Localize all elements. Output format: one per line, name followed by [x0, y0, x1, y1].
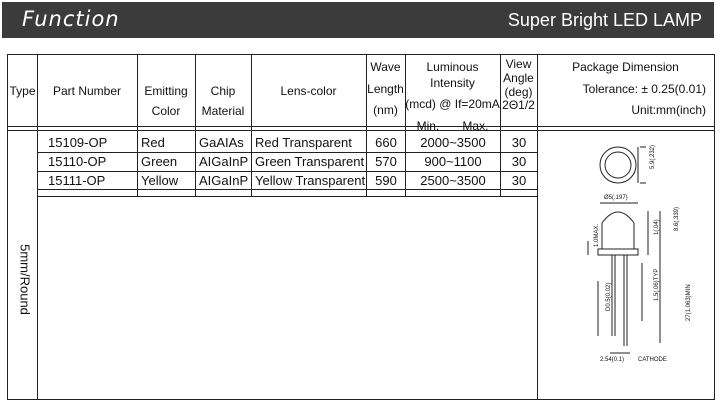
header-wave-length: Wave Length (nm)	[367, 60, 404, 118]
dim-label: 1(.04)	[654, 219, 660, 235]
dim-label: 5.9(.232)	[650, 144, 656, 169]
cell-part: 15110-OP	[48, 154, 107, 169]
cell-chip: AIGaInP	[199, 173, 249, 188]
cell-wave: 590	[375, 173, 397, 188]
dim-label: Ø5(.197)	[604, 195, 628, 201]
cell-wave: 660	[375, 135, 397, 150]
col-line	[37, 55, 38, 399]
cell-color: Green	[141, 154, 178, 169]
row-line	[37, 171, 537, 172]
cell-chip: AIGaInP	[199, 154, 249, 169]
dim-label: 27(1.063)MIN	[686, 284, 692, 321]
header-package-dimension: Package Dimension Tolerance: ± 0.25(0.01) Unit:mm(inch)	[572, 60, 706, 118]
cell-angle: 30	[511, 135, 527, 150]
row-line	[37, 196, 537, 197]
header-luminous-intensity: Luminous Intensity (mcd) @ If=20mA Min. Max.	[405, 60, 500, 133]
cell-chip: GaAIAs	[199, 135, 244, 150]
dim-label: 2.54(0.1)	[600, 357, 625, 363]
dim-label: 8.6(.339)	[674, 206, 680, 231]
row-line	[37, 152, 537, 153]
cell-lum: 2500~3500	[420, 173, 486, 188]
cell-color: Red	[141, 135, 165, 150]
header-part-number: Part Number	[52, 84, 122, 98]
product-title: Super Bright LED LAMP	[507, 10, 702, 30]
type-label: 5mm/Round	[17, 244, 33, 315]
title-banner	[2, 2, 714, 38]
cell-angle: 30	[511, 154, 527, 169]
cell-lens: Yellow Transparent	[255, 173, 366, 188]
cell-color: Yellow	[141, 173, 179, 188]
header-emitting-color: Emitting Color	[144, 84, 188, 118]
led-flange	[598, 249, 638, 255]
cell-angle: 30	[511, 173, 527, 188]
section-title: Function	[22, 7, 120, 31]
dim-label: CATHODE	[638, 357, 667, 363]
cell-lens: Green Transparent	[255, 154, 365, 169]
header-divider	[8, 126, 714, 127]
header-lens-color: Lens-color	[280, 84, 337, 98]
header-type: Type	[9, 84, 36, 98]
dim-label: 1.0MAX.	[594, 223, 600, 247]
cell-lens: Red Transparent	[255, 135, 352, 150]
cell-lum: 900~1100	[424, 154, 482, 169]
package-drawing	[538, 131, 714, 399]
dim-label: D0.5(0.02)	[606, 282, 612, 311]
type-cell	[13, 232, 33, 332]
header-chip-material: Chip Material	[201, 84, 245, 118]
cell-part: 15111-OP	[48, 173, 106, 188]
cell-lum: 2000~3500	[420, 135, 486, 150]
cell-wave: 570	[375, 154, 397, 169]
dim-label: 1.5(.06)TYP	[654, 268, 660, 301]
header-view-angle: View Angle (deg) 2Θ1/2	[502, 57, 535, 113]
row-line	[37, 189, 537, 190]
led-body	[602, 212, 634, 249]
cell-part: 15109-OP	[48, 135, 108, 150]
